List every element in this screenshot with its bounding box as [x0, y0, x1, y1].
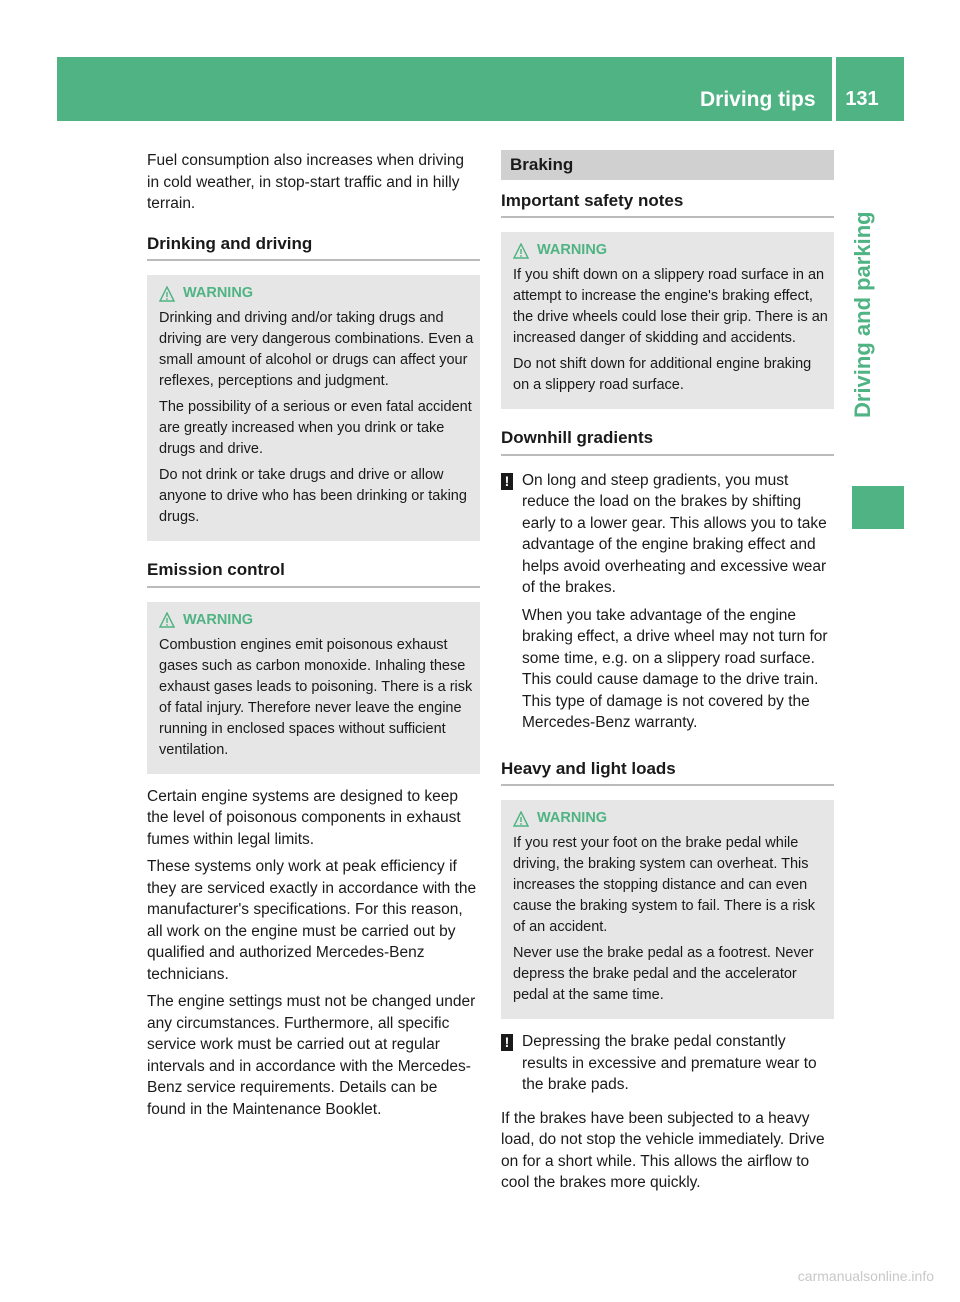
warning-box-safety	[501, 232, 834, 409]
warning-triangle-icon	[159, 286, 175, 302]
warning-title: WARNING	[183, 285, 254, 301]
heading-safety-notes: Important safety notes	[501, 190, 834, 219]
side-tab-marker	[852, 486, 904, 529]
heading-drinking: Drinking and driving	[147, 233, 480, 262]
note-text: On long and steep gradients, you must reduce the load on the brakes by shifting early to a lower gear. This allows you to take advantage of the engine braking effect and helps avoid overheating and excessive wear of the brakes.	[522, 471, 827, 596]
note-brake-wear	[501, 1031, 834, 1102]
warning-text: Do not drink or take drugs and drive or allow anyone to drive who has been drinking or taking drugs.	[159, 467, 467, 525]
left-column	[147, 150, 480, 1126]
heading-downhill: Downhill gradients	[501, 427, 834, 456]
body-paragraph: These systems only work at peak efficiency if they are serviced exactly in accordance with the manufacturer's specifications. For this reason, all work on the engine must be carried out by qualified and authorized Mercedes-Benz technicians.	[147, 858, 477, 983]
warning-triangle-icon	[513, 243, 529, 259]
warning-title: WARNING	[537, 242, 608, 258]
warning-title: WARNING	[537, 810, 608, 826]
heading-loads: Heavy and light loads	[501, 758, 834, 787]
warning-text: The possibility of a serious or even fatal accident are greatly increased when you drink or take drugs and drive.	[159, 399, 472, 457]
header-title: Driving tips	[700, 88, 816, 111]
body-paragraph: If the brakes have been subjected to a heavy load, do not stop the vehicle immediately. Drive on for a short while. This allows the airflow to cool the brakes more quickly.	[501, 1109, 825, 1191]
warning-box-emission	[147, 602, 480, 774]
page-number: 131	[845, 88, 879, 110]
exclamation-icon: !	[501, 1034, 513, 1051]
intro-text: Fuel consumption also increases when driving in cold weather, in stop-start traffic and in hilly terrain.	[147, 152, 465, 212]
warning-triangle-icon	[513, 811, 529, 827]
warning-triangle-icon	[159, 612, 175, 628]
body-paragraph: The engine settings must not be changed under any circumstances. Furthermore, all specific service work must be carried out at regular intervals and in accordance with the Mercedes-Benz service requirements. Details can be found in the Maintenance Booklet.	[147, 993, 476, 1118]
heading-emission: Emission control	[147, 559, 480, 588]
note-downhill	[501, 470, 834, 740]
note-text: Depressing the brake pedal constantly results in excessive and premature wear to the brake pads.	[522, 1033, 817, 1093]
right-column	[501, 150, 834, 1200]
warning-text: If you rest your foot on the brake pedal while driving, the braking system can overheat. This increases the stopping distance and can even cause the braking system to fail. There is a risk of an accident.	[513, 835, 815, 935]
warning-text: If you shift down on a slippery road surface in an attempt to increase the engine's braking effect, the drive wheels could lose their grip. There is an increased danger of skidding and accidents.	[513, 267, 828, 346]
warning-box-drinking	[147, 275, 480, 541]
warning-text: Never use the brake pedal as a footrest. Never depress the brake pedal and the accelerator pedal at the same time.	[513, 945, 814, 1003]
note-text: When you take advantage of the engine braking effect, a drive wheel may not turn for some time, e.g. on a slippery road surface. This could cause damage to the drive train. This type of damage is not covered by the Mercedes-Benz warranty.	[522, 606, 828, 731]
watermark: carmanualsonline.info	[797, 1268, 934, 1284]
warning-text: Drinking and driving and/or taking drugs and driving are very dangerous combinations. Even a small amount of alcohol or drugs can affect your reflexes, perceptions and judgment.	[159, 310, 474, 389]
warning-box-loads	[501, 800, 834, 1019]
warning-text: Do not shift down for additional engine braking on a slippery road surface.	[513, 356, 812, 393]
body-paragraph: Certain engine systems are designed to keep the level of poisonous components in exhaust fumes within legal limits.	[147, 787, 461, 848]
side-tab-label: Driving and parking	[850, 211, 875, 418]
exclamation-icon: !	[501, 473, 513, 490]
warning-title: WARNING	[183, 611, 254, 628]
warning-text: Combustion engines emit poisonous exhaust gases such as carbon monoxide. Inhaling these exhaust gases leads to poisoning. There is a risk of fatal injury. Therefore never leave the engine running in enclosed spaces without sufficient ventilation.	[159, 636, 473, 758]
section-title-braking: Braking	[501, 150, 834, 180]
